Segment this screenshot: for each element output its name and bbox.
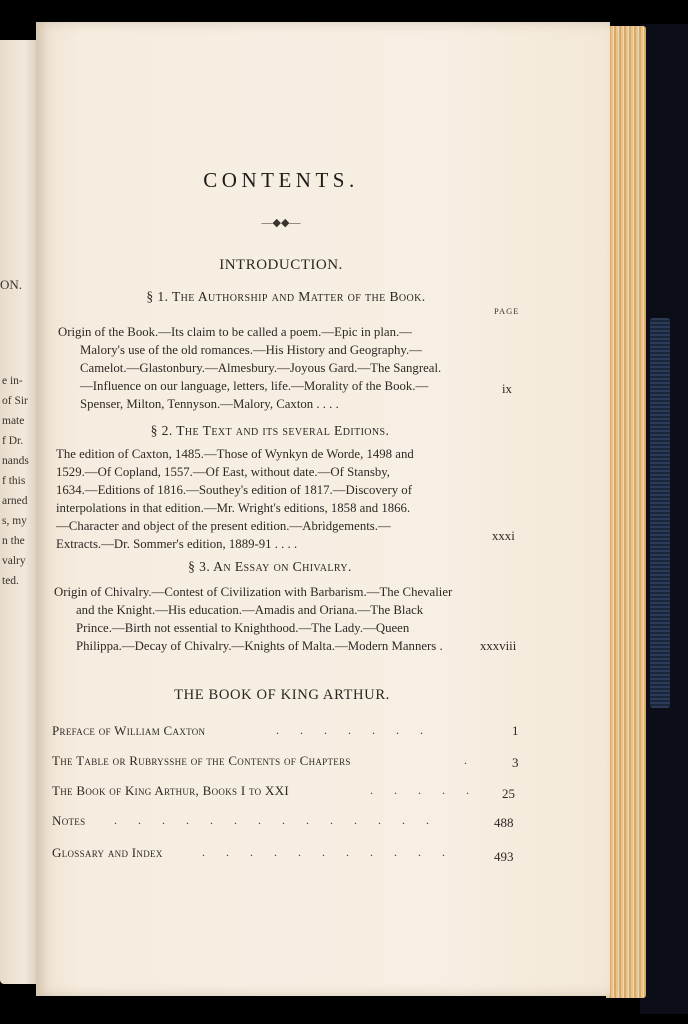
section-text-line: The edition of Caxton, 1485.—Those of Wynkyn de Worde, 1498 and [56,447,414,461]
toc-page-number: 1 [512,723,519,738]
toc-leader-dots: . . . . . . . [276,723,432,737]
section-text-line: interpolations in that edition.—Mr. Wright's editions, 1858 and 1866. [56,501,411,515]
page-fore-edge [606,26,646,998]
section-text-line: Extracts.—Dr. Sommer's edition, 1889-91 . . . . [56,537,298,551]
section-text-line: 1634.—Editions of 1816.—Southey's edition of 1817.—Discovery of [56,483,412,497]
left-page-fragment: of Sir [2,395,28,407]
left-page-fragment: valry [2,555,26,567]
contents-page [36,22,610,996]
section-heading: § 1. The Authorship and Matter of the Book. [146,289,426,304]
toc-leader-dots: . [464,753,476,767]
left-page-fragment: arned [2,495,28,507]
left-page-fragment: ON. [0,277,23,292]
ornament-divider: —◆◆— [261,217,301,229]
section-heading: § 2. The Text and its several Editions. [150,423,390,438]
page-reference: ix [502,382,512,396]
section-text-line: Malory's use of the old romances.—His History and Geography.— [80,343,422,357]
book-heading: THE BOOK OF KING ARTHUR. [174,687,390,703]
toc-entry-title: The Table or Rubrysshe of the Contents of Chapters [52,753,351,768]
toc-page-number: 488 [494,815,514,830]
page-reference: xxxi [492,529,515,543]
section-text-line: —Character and object of the present edition.—Abridgements.— [56,519,391,533]
toc-leader-dots: . . . . . . . . . . . . . . [114,813,438,827]
left-page-fragment: f Dr. [2,435,24,447]
toc-entry-title: Preface of William Caxton [52,723,206,738]
toc-entry-title: The Book of King Arthur, Books I to XXI [52,783,290,798]
left-page-fragment: s, my [2,515,27,527]
section-text-line: Spenser, Milton, Tennyson.—Malory, Caxton . . . . [80,397,339,411]
toc-leader-dots: . . . . . . . . . . . [202,845,454,859]
introduction-heading: INTRODUCTION. [219,257,343,273]
page-column-label: PAGE [494,306,520,316]
left-facing-page [0,40,40,984]
page-title: CONTENTS. [203,168,359,192]
toc-page-number: 25 [502,786,515,801]
section-text-line: and the Knight.—His education.—Amadis and Oriana.—The Black [76,603,424,617]
section-text-line: Origin of the Book.—Its claim to be called a poem.—Epic in plan.— [58,325,412,339]
toc-page-number: 493 [494,849,514,864]
section-text-line: —Influence on our language, letters, life.—Morality of the Book.— [80,379,429,393]
section-text-line: 1529.—Of Copland, 1557.—Of East, without date.—Of Stansby, [56,465,390,479]
left-page-fragment: f this [2,475,26,487]
left-page-fragment: n the [2,535,25,547]
toc-entry-title: Notes [52,813,86,828]
toc-page-number: 3 [512,755,519,770]
section-text-line: Camelot.—Glastonbury.—Almesbury.—Joyous Gard.—The Sangreal. [80,361,442,375]
section-text-line: Philippa.—Decay of Chivalry.—Knights of Malta.—Modern Manners . [76,639,443,653]
section-text-line: Prince.—Birth not essential to Knighthood.—The Lady.—Queen [76,621,410,635]
left-page-fragment: ted. [2,575,19,587]
section-heading: § 3. An Essay on Chivalry. [188,559,352,574]
toc-entry-title: Glossary and Index [52,845,163,860]
section-text-line: Origin of Chivalry.—Contest of Civilization with Barbarism.—The Chevalier [54,585,453,599]
left-page-fragment: mate [2,415,25,427]
left-page-fragment: nands [2,455,29,467]
page-reference: xxxviii [480,639,517,653]
toc-leader-dots: . . . . . [370,783,478,797]
left-page-fragment: e in- [2,375,23,387]
cloth-binding [650,318,670,708]
